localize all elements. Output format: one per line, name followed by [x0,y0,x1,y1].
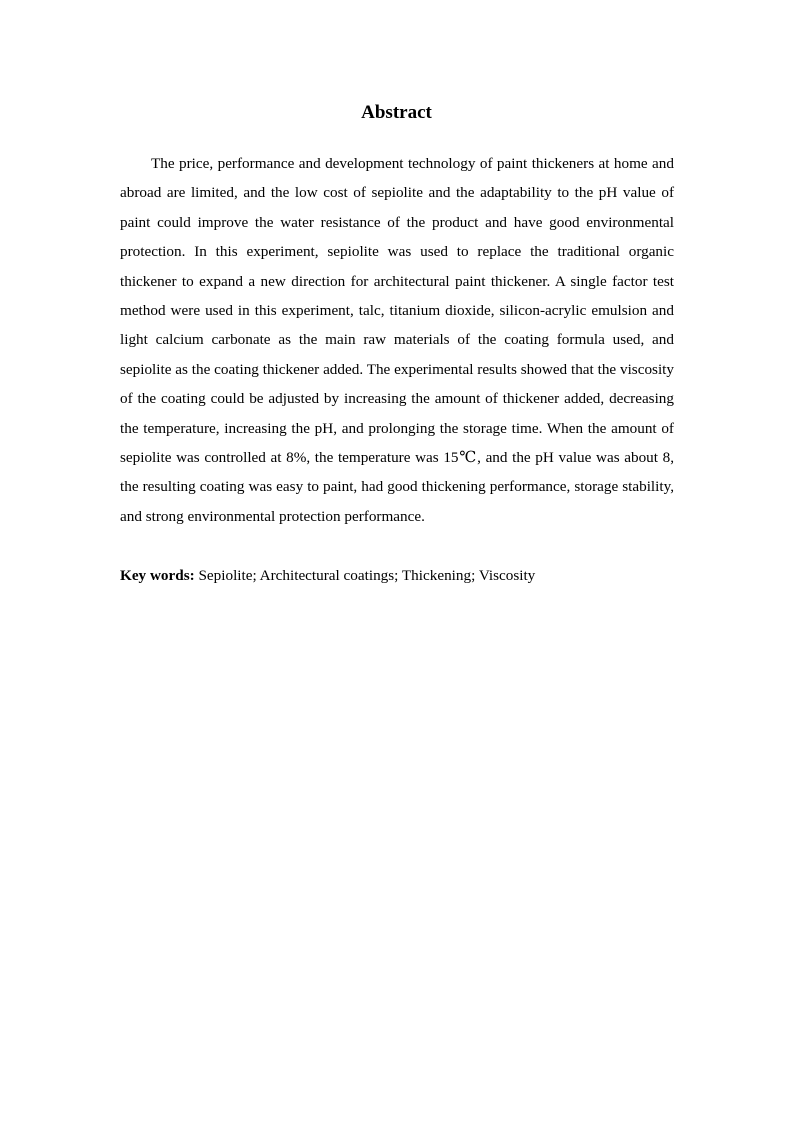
abstract-body: The price, performance and development technology of paint thickeners at home and abroad are limited, and the low cost of sepiolite and the adaptability to the pH value of paint could improve the water resistance of the product and have good environmental protection. In this experiment, sepiolite was used to replace the traditional organic thickener to expand a new direction for architectural paint thickener. A single factor test method were used in this experiment, talc, titanium dioxide, silicon-acrylic emulsion and light calcium carbonate as the main raw materials of the coating formula used, and sepiolite as the coating thickener added. The experimental results showed that the viscosity of the coating could be adjusted by increasing the amount of thickener added, decreasing the temperature, increasing the pH, and prolonging the storage time. When the amount of sepiolite was controlled at 8%, the temperature was 15℃, and the pH value was about 8, the resulting coating was easy to paint, had good thickening performance, storage stability, and strong environmental protection performance. [120,155,674,525]
keywords-label: Key words: [120,567,195,584]
keywords-line [120,561,674,590]
abstract-title: Abstract [361,102,432,123]
keywords-text: Sepiolite; Architectural coatings; Thickening; Viscosity [194,567,536,584]
